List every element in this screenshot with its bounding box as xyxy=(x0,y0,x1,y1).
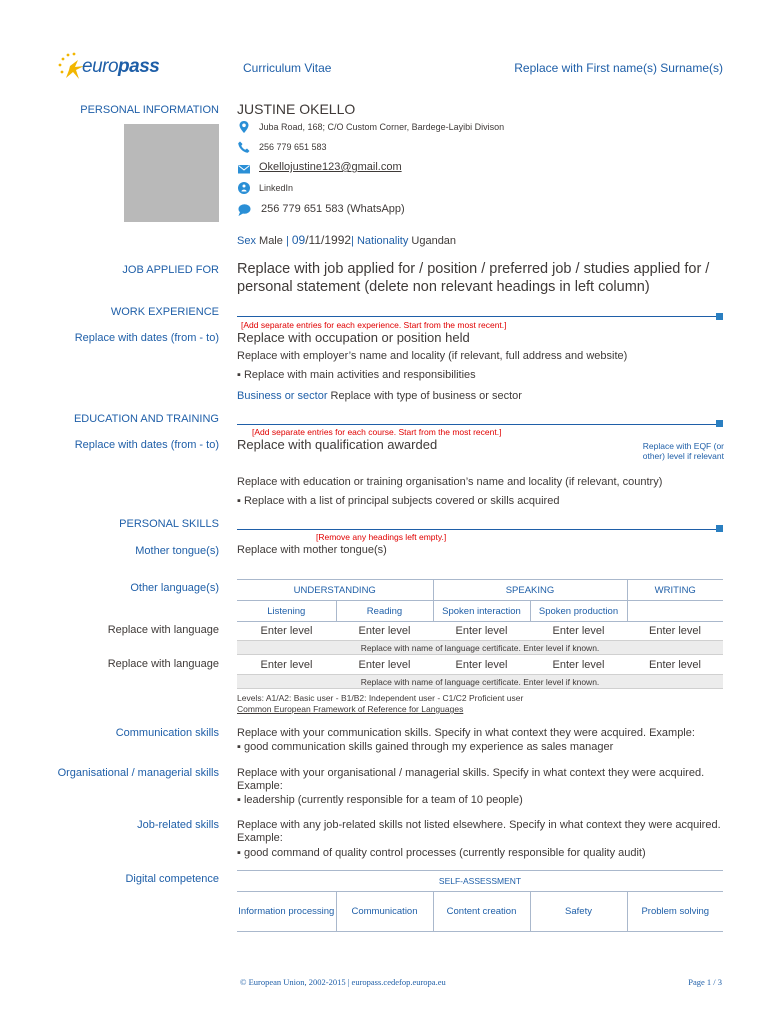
dob-rest: /11/1992 xyxy=(305,233,352,247)
address: Juba Road, 168; C/O Custom Corner, Bardege-Layibi Divison xyxy=(259,122,505,132)
education-qualification: Replace with qualification awarded xyxy=(237,437,438,452)
other-languages-label: Other language(s) xyxy=(130,582,219,594)
certificate-row xyxy=(237,675,723,689)
work-experience-label: WORK EXPERIENCE xyxy=(110,306,219,318)
work-occupation: Replace with occupation or position held xyxy=(237,330,470,345)
level-cell[interactable]: Enter level xyxy=(627,622,723,641)
footer-copyright: © European Union, 2002-2015 | europass.cedefop.europa.eu xyxy=(240,977,446,987)
doc-title: Curriculum Vitae xyxy=(243,61,332,75)
job-skills-example: ▪ good command of quality control processes (currently responsible for quality audit) xyxy=(237,847,646,859)
communication-example: ▪ good communication skills gained through my experience as sales manager xyxy=(237,741,614,753)
level-cell[interactable]: Enter level xyxy=(649,658,701,671)
listening-header: Listening xyxy=(237,601,336,622)
education-rule-square xyxy=(716,420,723,427)
level-cell[interactable]: Enter level xyxy=(237,622,336,641)
job-skills-text: Replace with any job-related skills not listed elsewhere. Specify in what context they were acquired. Example: xyxy=(237,819,721,844)
understanding-header: UNDERSTANDING xyxy=(237,580,433,601)
level-cell[interactable]: Enter level xyxy=(336,622,433,641)
europass-logo xyxy=(56,52,166,82)
business-value: Replace with type of business or sector xyxy=(330,390,522,402)
job-skills-label: Job-related skills xyxy=(137,819,219,831)
work-activities: ▪ Replace with main activities and responsibilities xyxy=(237,369,476,381)
digital-table xyxy=(237,870,723,932)
sex-label: Sex xyxy=(237,235,256,247)
location-icon xyxy=(237,120,251,134)
education-subjects: ▪ Replace with a list of principal subjects covered or skills acquired xyxy=(237,495,560,507)
chat-icon xyxy=(237,203,251,217)
digital-header: Safety xyxy=(530,892,627,932)
education-dates: Replace with dates (from - to) xyxy=(74,439,219,451)
linkedin[interactable]: LinkedIn xyxy=(259,183,294,193)
phone-icon xyxy=(237,140,251,154)
digital-header: Content creation xyxy=(433,892,530,932)
language-name: Replace with language xyxy=(107,624,219,636)
email-link[interactable]: Okellojustine123@gmail.com xyxy=(259,161,402,173)
organisational-text: Replace with your organisational / managerial skills. Specify in what context they were acquired. Example: xyxy=(237,767,705,792)
education-eqf: Replace with EQF (or other) level if relevant xyxy=(642,441,724,461)
level-cell[interactable]: Enter level xyxy=(358,658,411,671)
linkedin-icon xyxy=(237,181,251,195)
certificate-cell[interactable]: Replace with name of language certificate. Enter level if known. xyxy=(237,675,723,689)
work-note: [Add separate entries for each experience. Start from the most recent.] xyxy=(241,320,507,330)
language-name: Replace with language xyxy=(107,658,219,670)
spoken-production-header: Spoken production xyxy=(530,601,627,622)
header-name: Replace with First name(s) Surname(s) xyxy=(514,61,723,75)
education-label: EDUCATION AND TRAINING xyxy=(73,413,219,425)
sex-value: Male xyxy=(259,235,283,247)
spoken-interaction-header: Spoken interaction xyxy=(433,601,530,622)
business-label: Business or sector xyxy=(237,390,328,402)
logo-pass: pass xyxy=(118,56,160,77)
email-icon xyxy=(237,162,251,176)
mother-tongue-label: Mother tongue(s) xyxy=(135,545,219,557)
work-rule xyxy=(237,316,716,317)
cefr-link[interactable]: Common European Framework of Reference for Languages xyxy=(237,704,464,714)
separator: | xyxy=(285,235,289,247)
language-table xyxy=(237,579,723,689)
organisational-label: Organisational / managerial skills xyxy=(57,767,219,779)
level-cell[interactable]: Enter level xyxy=(552,658,605,671)
footer-page: Page 1 / 3 xyxy=(688,977,722,987)
education-organisation: Replace with education or training organisation’s name and locality (if relevant, country) xyxy=(237,476,663,488)
level-cell[interactable]: Enter level xyxy=(455,658,508,671)
work-rule-square xyxy=(716,313,723,320)
self-assessment-header: SELF-ASSESSMENT xyxy=(237,871,723,892)
organisational-example: ▪ leadership (currently responsible for a team of 10 people) xyxy=(237,794,523,806)
skills-note: [Remove any headings left empty.] xyxy=(316,532,447,542)
education-note: [Add separate entries for each course. Start from the most recent.] xyxy=(252,427,502,437)
job-applied-text: Replace with job applied for / position / preferred job / studies applied for / personal statement (delete non relevant headings in left column) xyxy=(237,261,710,295)
personal-info-label: PERSONAL INFORMATION xyxy=(80,104,219,116)
reading-header: Reading xyxy=(336,601,433,622)
work-business xyxy=(237,390,522,402)
level-cell[interactable]: Enter level xyxy=(433,622,530,641)
nationality-value: Ugandan xyxy=(411,235,457,247)
photo xyxy=(124,124,219,222)
skills-rule xyxy=(237,529,716,530)
logo-euro: euro xyxy=(82,56,119,77)
phone: 256 779 651 583 xyxy=(259,142,327,152)
digital-header: Communication xyxy=(336,892,433,932)
communication-label: Communication skills xyxy=(115,727,219,739)
speaking-header: SPEAKING xyxy=(433,580,627,601)
education-rule xyxy=(237,424,716,425)
dob-day: 09 xyxy=(291,233,306,247)
personal-skills-label: PERSONAL SKILLS xyxy=(119,518,219,530)
nationality-label: | Nationality xyxy=(351,235,409,247)
mother-tongue: Replace with mother tongue(s) xyxy=(237,544,387,556)
writing-header: WRITING xyxy=(627,580,723,601)
digital-label: Digital competence xyxy=(125,873,219,885)
writing-subheader-empty xyxy=(627,601,723,622)
certificate-cell[interactable]: Replace with name of language certificate. Enter level if known. xyxy=(237,641,723,655)
levels-note: Levels: A1/A2: Basic user - B1/B2: Independent user - C1/C2 Proficient user xyxy=(237,693,524,703)
level-cell[interactable]: Enter level xyxy=(530,622,627,641)
digital-header: Problem solving xyxy=(627,892,723,932)
digital-header: Information processing xyxy=(237,892,336,932)
personal-details xyxy=(237,233,456,247)
skills-rule-square xyxy=(716,525,723,532)
job-applied-label: JOB APPLIED FOR xyxy=(122,264,219,276)
language-row xyxy=(237,622,723,641)
certificate-row xyxy=(237,641,723,655)
full-name: JUSTINE OKELLO xyxy=(237,101,356,117)
whatsapp[interactable]: 256 779 651 583 (WhatsApp) xyxy=(261,203,405,215)
level-cell[interactable]: Enter level xyxy=(260,658,313,671)
communication-text: Replace with your communication skills. Specify in what context they were acquired. Example: xyxy=(237,727,695,739)
work-employer: Replace with employer’s name and locality (if relevant, full address and website) xyxy=(237,350,628,362)
language-row xyxy=(237,655,723,675)
work-dates: Replace with dates (from - to) xyxy=(74,332,219,344)
